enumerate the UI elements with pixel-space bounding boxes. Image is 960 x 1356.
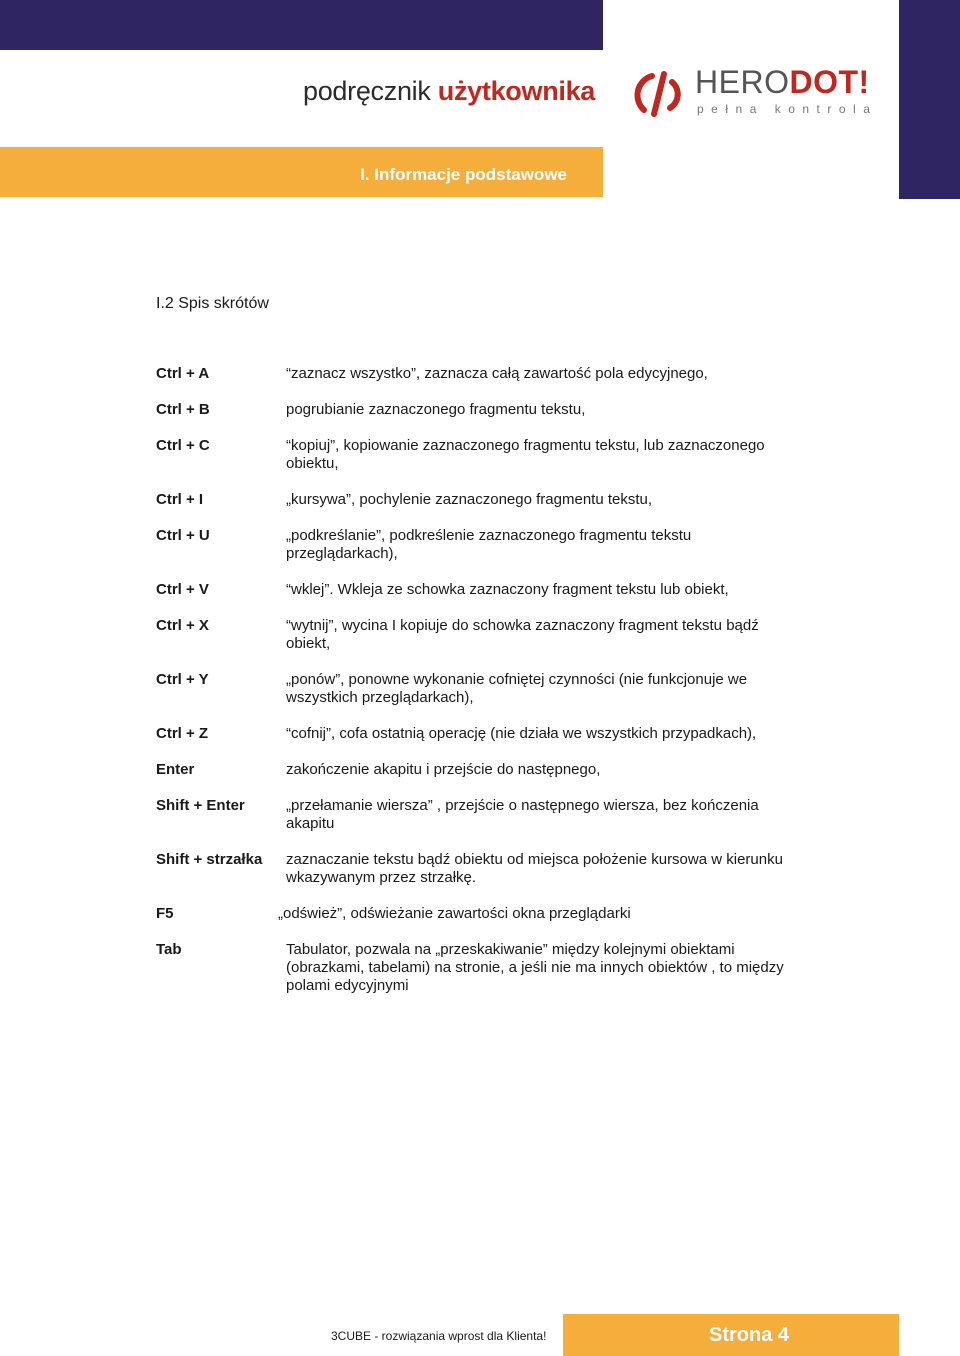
- subsection-heading: I.2 Spis skrótów: [156, 295, 269, 312]
- herodot-logo-icon: [634, 70, 684, 118]
- shortcut-key: Ctrl + U: [156, 527, 210, 544]
- shortcut-description: „odśwież”, odświeżanie zawartości okna przeglądarki: [278, 905, 631, 922]
- logo-part-hero: HERO: [695, 64, 790, 100]
- shortcut-key: Ctrl + I: [156, 491, 204, 508]
- section-banner: [0, 147, 603, 197]
- shortcut-description: pogrubianie zaznaczonego fragmentu tekstu,: [286, 401, 586, 418]
- shortcut-description: “cofnij”, cofa ostatnią operację (nie działa we wszystkich przypadkach),: [286, 725, 757, 742]
- shortcut-description: “zaznacz wszystko”, zaznacza całą zawartość pola edycyjnego,: [286, 365, 708, 382]
- shortcut-key: F5: [156, 905, 174, 922]
- shortcut-key: Tab: [156, 941, 182, 958]
- manual-brand-title: [303, 76, 595, 107]
- header-top-bar: [0, 0, 603, 50]
- shortcut-description: Tabulator, pozwala na „przeskakiwanie” między kolejnymi obiektami (obrazkami, tabelami) na stronie, a jeśli nie ma innych obiektów , to między polami edycyjnymi: [286, 941, 784, 994]
- shortcut-key: Ctrl + B: [156, 401, 210, 418]
- shortcut-key: Shift + Enter: [156, 797, 245, 814]
- shortcut-key: Ctrl + V: [156, 581, 209, 598]
- shortcut-key: Shift + strzałka: [156, 851, 263, 868]
- shortcut-description: „kursywa”, pochylenie zaznaczonego fragmentu tekstu,: [286, 491, 653, 508]
- brand-bold-text: użytkownika: [437, 76, 596, 106]
- herodot-logo-text: [695, 64, 870, 101]
- page-number: Strona 4: [708, 1324, 790, 1346]
- shortcut-description: zaznaczanie tekstu bądź obiektu od miejsca położenie kursowa w kierunku wkazywanym przez strzałkę.: [286, 851, 783, 886]
- shortcut-key: Ctrl + A: [156, 365, 210, 382]
- shortcut-description: zakończenie akapitu i przejście do następnego,: [286, 761, 601, 778]
- shortcut-description: „podkreślanie”, podkreślenie zaznaczonego fragmentu tekstu przeglądarkach),: [286, 527, 692, 562]
- shortcut-description: „ponów”, ponowne wykonanie cofniętej czynności (nie funkcjonuje we wszystkich przeglądarkach),: [286, 671, 748, 706]
- footer-page-banner: [563, 1314, 899, 1356]
- shortcut-description: “wytnij”, wycina I kopiuje do schowka zaznaczony fragment tekstu bądź obiekt,: [286, 617, 759, 652]
- shortcut-key: Ctrl + X: [156, 617, 209, 634]
- logo-tagline: pełna kontrola: [697, 102, 878, 116]
- shortcut-description: “kopiuj”, kopiowanie zaznaczonego fragmentu tekstu, lub zaznaczonego obiektu,: [286, 437, 765, 472]
- shortcut-key: Ctrl + Z: [156, 725, 209, 742]
- shortcut-key: Ctrl + C: [156, 437, 210, 454]
- shortcut-key: Ctrl + Y: [156, 671, 209, 688]
- shortcut-description: „przełamanie wiersza” , przejście o następnego wiersza, bez kończenia akapitu: [286, 797, 759, 832]
- header-side-bar: [899, 0, 960, 199]
- section-title: I. Informacje podstawowe: [360, 165, 567, 184]
- shortcut-key: Enter: [156, 761, 195, 778]
- logo-part-dot: DOT!: [789, 64, 870, 100]
- shortcut-description: “wklej”. Wkleja ze schowka zaznaczony fragment tekstu lub obiekt,: [286, 581, 729, 598]
- brand-light-text: podręcznik: [303, 76, 438, 106]
- footer-tagline: 3CUBE - rozwiązania wprost dla Klienta!: [331, 1329, 547, 1343]
